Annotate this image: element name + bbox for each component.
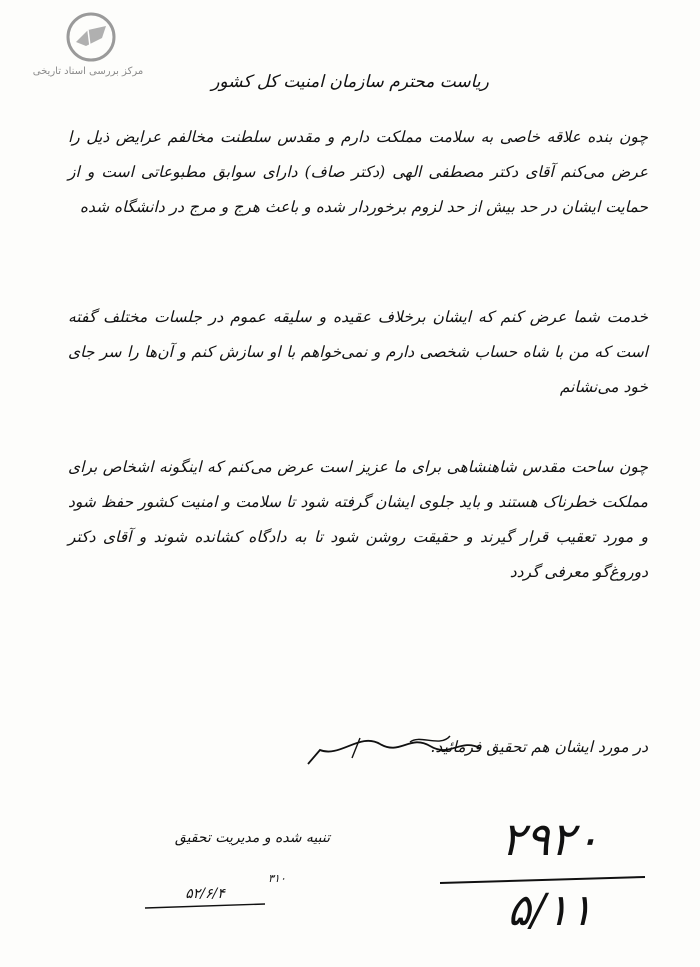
stamp-date: ۵۲/۶/۴ bbox=[185, 886, 225, 902]
stamp-date-mark bbox=[140, 868, 270, 918]
page-sub-number: ۵/۱۱ bbox=[507, 885, 593, 936]
paragraph-1: چون بنده علاقه خاصی به سلامت مملکت دارم و مقدس سلطنت مخالفم عرایض ذیل را عرض می‌کنم آقای دکتر مصطفی الهی (دکتر صاف) دارای سوابق مطبوعاتی است و از حمایت ایشان در حد بیش از حد لزوم برخوردار شده و باعث هرج و مرج در دانشگاه شده bbox=[68, 128, 648, 216]
stamp-note: تنبیه شده و مدیریت تحقیق bbox=[174, 830, 330, 846]
page-number: ۲۹۲۰ bbox=[500, 812, 600, 866]
letter-heading: ریاست محترم سازمان امنیت کل کشور bbox=[211, 72, 489, 92]
handwritten-signature bbox=[300, 728, 490, 772]
paragraph-2: خدمت شما عرض کنم که ایشان برخلاف عقیده و سلیقه عموم در جلسات مختلف گفته است که من با شاه حساب شخصی دارم و نمی‌خواهم با او سازش کنم و آن‌ها را سر جای خود می‌نشانم bbox=[68, 308, 648, 396]
paragraph-3: چون ساحت مقدس شاهنشاهی برای ما عزیز است عرض می‌کنم که اینگونه اشخاص برای مملکت خطرناک هستند و باید جلوی ایشان گرفته شود تا سلامت و امنیت کشور حفظ شود و مورد تعقیب قرار گیرند و حقیقت روشن شود تا به دادگاه کشانده شوند و آقای دکتر دوروغ‌گو معرفی گردد bbox=[68, 458, 648, 581]
archive-emblem-icon bbox=[66, 12, 116, 62]
stamp-mark: ۳۱۰ bbox=[268, 872, 286, 885]
paragraph-4: در مورد ایشان هم تحقیق فرمائید. bbox=[430, 738, 648, 756]
logo-caption: مرکز بررسی اسناد تاریخی bbox=[32, 66, 144, 77]
